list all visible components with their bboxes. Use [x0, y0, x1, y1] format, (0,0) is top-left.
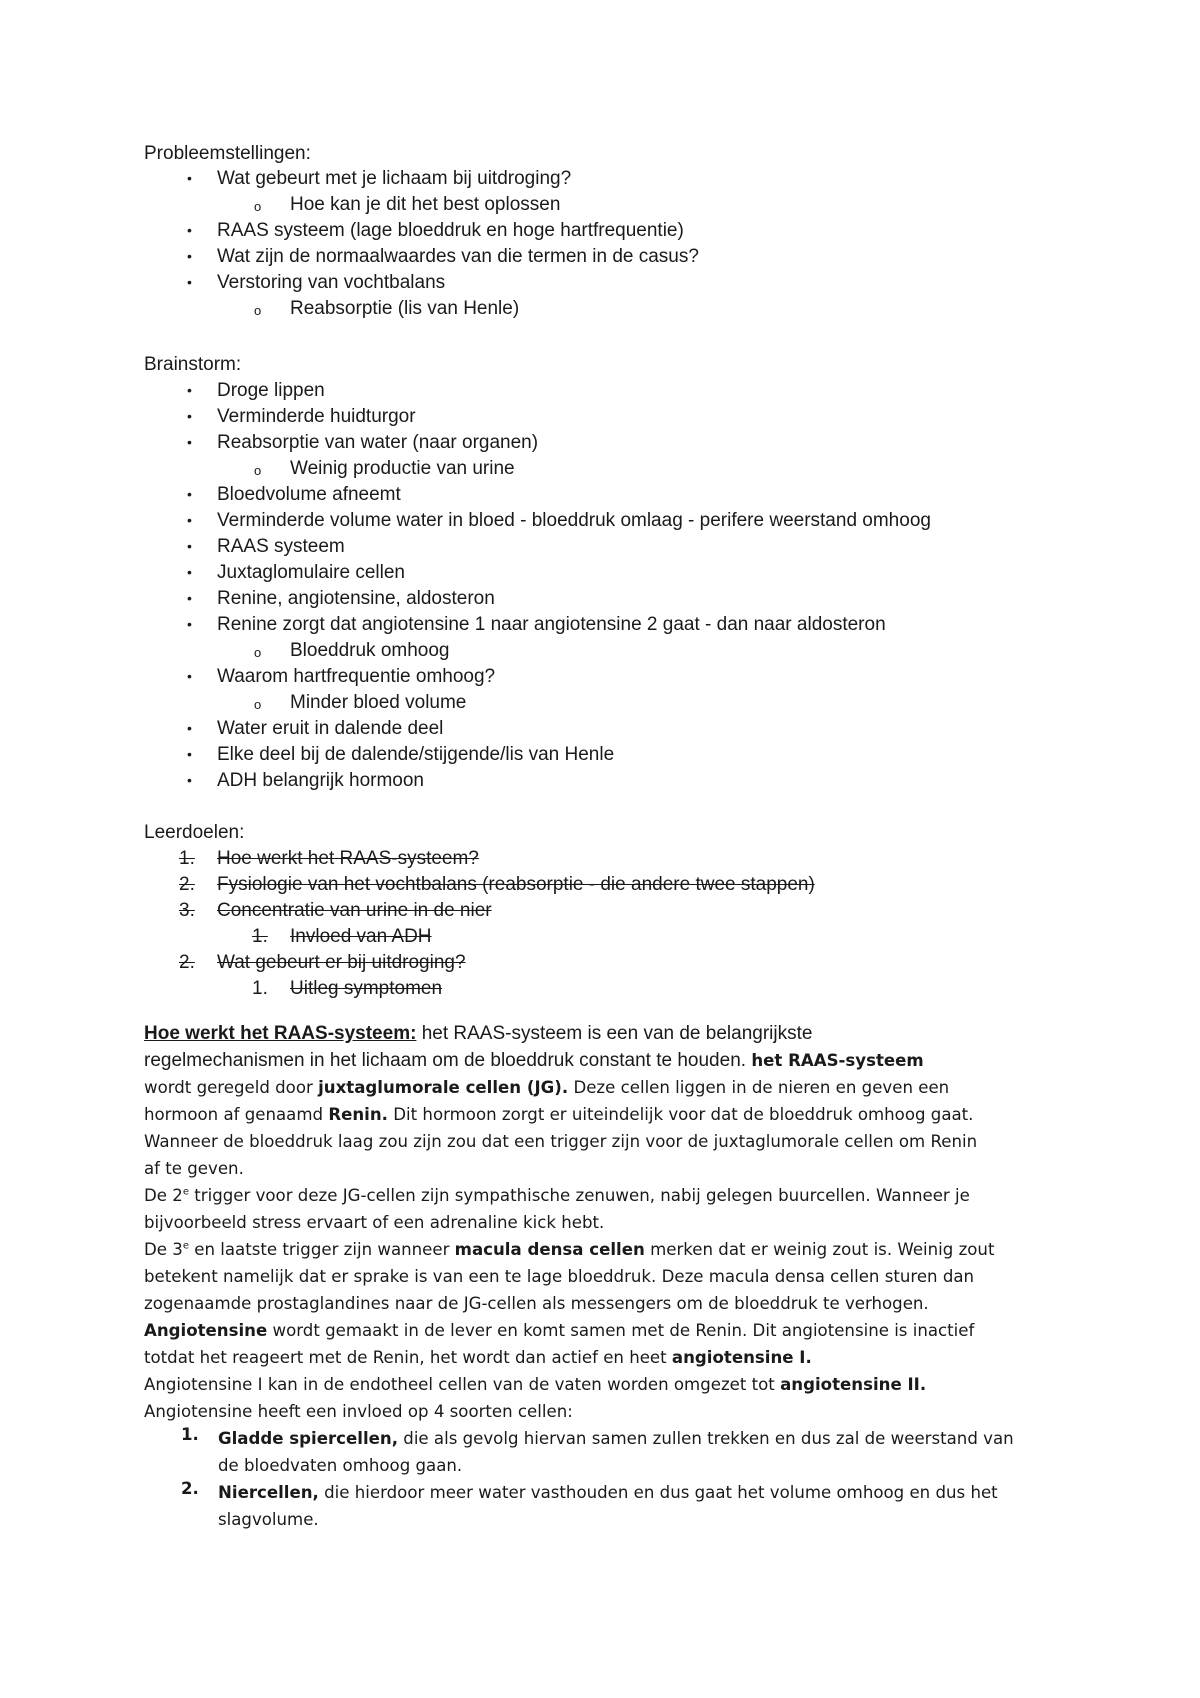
bullet-icon: •: [187, 222, 192, 238]
bullet-icon: •: [187, 512, 192, 528]
raas-line-2: regelmechanismen in het lichaam om de bloeddruk constant te houden. het RAAS-systeem: [144, 1050, 924, 1071]
list-item-text: Droge lippen: [217, 380, 325, 401]
list-item-text: RAAS systeem: [217, 536, 345, 557]
list-item-text: Verstoring van vochtbalans: [217, 272, 446, 293]
bullet-icon: •: [187, 590, 192, 606]
raas-line-4: hormoon af genaamd Renin. Dit hormoon zorgt er uiteindelijk voor dat de bloeddruk omhoog gaat.: [144, 1105, 974, 1124]
list-item-text: Reabsorptie (lis van Henle): [290, 298, 520, 319]
raas-line-9: De 3e en laatste trigger zijn wanneer macula densa cellen merken dat er weinig zout is. Weinig zout: [144, 1240, 995, 1259]
list-item-text: ADH belangrijk hormoon: [217, 770, 424, 791]
cell-type-name: Gladde spiercellen,: [218, 1429, 399, 1448]
sub-bullet-icon: o: [254, 463, 262, 478]
raas-section: [144, 1020, 1084, 1425]
bullet-icon: •: [187, 434, 192, 450]
list-item-text: Water eruit in dalende deel: [217, 718, 444, 739]
sub-bullet-icon: o: [254, 199, 262, 214]
bullet-icon: •: [187, 746, 192, 762]
bullet-icon: •: [187, 486, 192, 502]
raas-heading: Hoe werkt het RAAS-systeem:: [144, 1023, 417, 1044]
bullet-icon: •: [187, 538, 192, 554]
list-item-text: Renine, angiotensine, aldosteron: [217, 588, 495, 609]
list-item-text: RAAS systeem (lage bloeddruk en hoge hartfrequentie): [217, 220, 684, 241]
raas-line-3: wordt geregeld door juxtaglumorale cellen (JG). Deze cellen liggen in de nieren en geven een: [144, 1078, 950, 1097]
bullet-icon: •: [187, 170, 192, 186]
goal-number: 3.: [179, 900, 195, 921]
list-item-text: Verminderde huidturgor: [217, 406, 416, 427]
bullet-icon: •: [187, 772, 192, 788]
list-item-text: Wat gebeurt met je lichaam bij uitdroging?: [217, 168, 572, 189]
sub-bullet-icon: o: [254, 645, 262, 660]
goal-number: 2.: [179, 952, 195, 973]
cell-type-item: 1. Gladde spiercellen, die als gevolg hiervan samen zullen trekken en dus zal de weerstand van de bloedvaten omhoog gaan.: [181, 1425, 1014, 1475]
bullet-icon: •: [187, 248, 192, 264]
bullet-icon: •: [187, 274, 192, 290]
list-item-text: Elke deel bij de dalende/stijgende/lis van Henle: [217, 744, 615, 765]
raas-line-10: betekent namelijk dat er sprake is van een te lage bloeddruk. Deze macula densa cellen sturen dan: [144, 1267, 975, 1286]
list-item-text: Renine zorgt dat angiotensine 1 naar angiotensine 2 gaat - dan naar aldosteron: [217, 614, 886, 635]
list-item-text: Juxtaglomulaire cellen: [217, 562, 405, 583]
raas-line-11: zogenaamde prostaglandines naar de JG-cellen als messengers om de bloeddruk te verhogen.: [144, 1294, 929, 1313]
raas-line-5: Wanneer de bloeddruk laag zou zijn zou dat een trigger zijn voor de juxtaglumorale cellen om Renin: [144, 1132, 978, 1151]
bullet-icon: •: [187, 408, 192, 424]
cell-type-number: 2.: [181, 1479, 199, 1498]
goal-number: 1.: [252, 926, 268, 947]
raas-line-15: Angiotensine heeft een invloed op 4 soorten cellen:: [144, 1402, 573, 1421]
goal-text: Fysiologie van het vochtbalans (reabsorptie - die andere twee stappen): [217, 874, 815, 895]
list-item-text: Hoe kan je dit het best oplossen: [290, 194, 561, 215]
bullet-icon: •: [187, 564, 192, 580]
goal-text: Hoe werkt het RAAS-systeem?: [217, 848, 479, 869]
cell-type-name: Niercellen,: [218, 1483, 319, 1502]
list-item-text: Weinig productie van urine: [290, 458, 515, 479]
problems-title: Probleemstellingen:: [144, 143, 311, 164]
list-item-text: Wat zijn de normaalwaardes van die termen in de casus?: [217, 246, 699, 267]
list-item-text: Bloedvolume afneemt: [217, 484, 401, 505]
bullet-icon: •: [187, 720, 192, 736]
sub-bullet-icon: o: [254, 303, 262, 318]
raas-line-14: Angiotensine I kan in de endotheel cellen van de vaten worden omgezet tot angiotensine II.: [144, 1375, 927, 1394]
bullet-icon: •: [187, 668, 192, 684]
bullet-icon: •: [187, 382, 192, 398]
goal-number: 2.: [179, 874, 195, 895]
raas-line-6: af te geven.: [144, 1159, 244, 1178]
sub-bullet-icon: o: [254, 697, 262, 712]
raas-line-8: bijvoorbeeld stress ervaart of een adrenaline kick hebt.: [144, 1213, 605, 1232]
list-item-text: Minder bloed volume: [290, 692, 467, 713]
list-item-text: Reabsorptie van water (naar organen): [217, 432, 539, 453]
brainstorm-title: Brainstorm:: [144, 354, 242, 375]
goal-text: Uitleg symptomen: [290, 978, 443, 999]
raas-line-13: totdat het reageert met de Renin, het wordt dan actief en heet angiotensine I.: [144, 1348, 812, 1367]
bullet-icon: •: [187, 616, 192, 632]
goal-text: Invloed van ADH: [290, 926, 432, 947]
list-item-text: Bloeddruk omhoog: [290, 640, 450, 661]
goals-title: Leerdoelen:: [144, 822, 245, 843]
goal-number: 1.: [252, 978, 268, 999]
list-item-text: Waarom hartfrequentie omhoog?: [217, 666, 496, 687]
raas-line-12: Angiotensine wordt gemaakt in de lever en komt samen met de Renin. Dit angiotensine is inactief: [144, 1321, 975, 1340]
goal-text: Concentratie van urine in de nier: [217, 900, 492, 921]
cell-type-item: 2. Niercellen, die hierdoor meer water vasthouden en dus gaat het volume omhoog en dus het slagvolume.: [181, 1479, 998, 1529]
list-item-text: Verminderde volume water in bloed - bloeddruk omlaag - perifere weerstand omhoog: [217, 510, 931, 531]
cell-type-number: 1.: [181, 1425, 199, 1444]
raas-line-1: Hoe werkt het RAAS-systeem: het RAAS-systeem is een van de belangrijkste: [144, 1023, 813, 1044]
goal-number: 1.: [179, 848, 195, 869]
goal-text: Wat gebeurt er bij uitdroging?: [217, 952, 466, 973]
raas-line-7: De 2e trigger voor deze JG-cellen zijn sympathische zenuwen, nabij gelegen buurcellen. Wanneer je: [144, 1186, 970, 1205]
